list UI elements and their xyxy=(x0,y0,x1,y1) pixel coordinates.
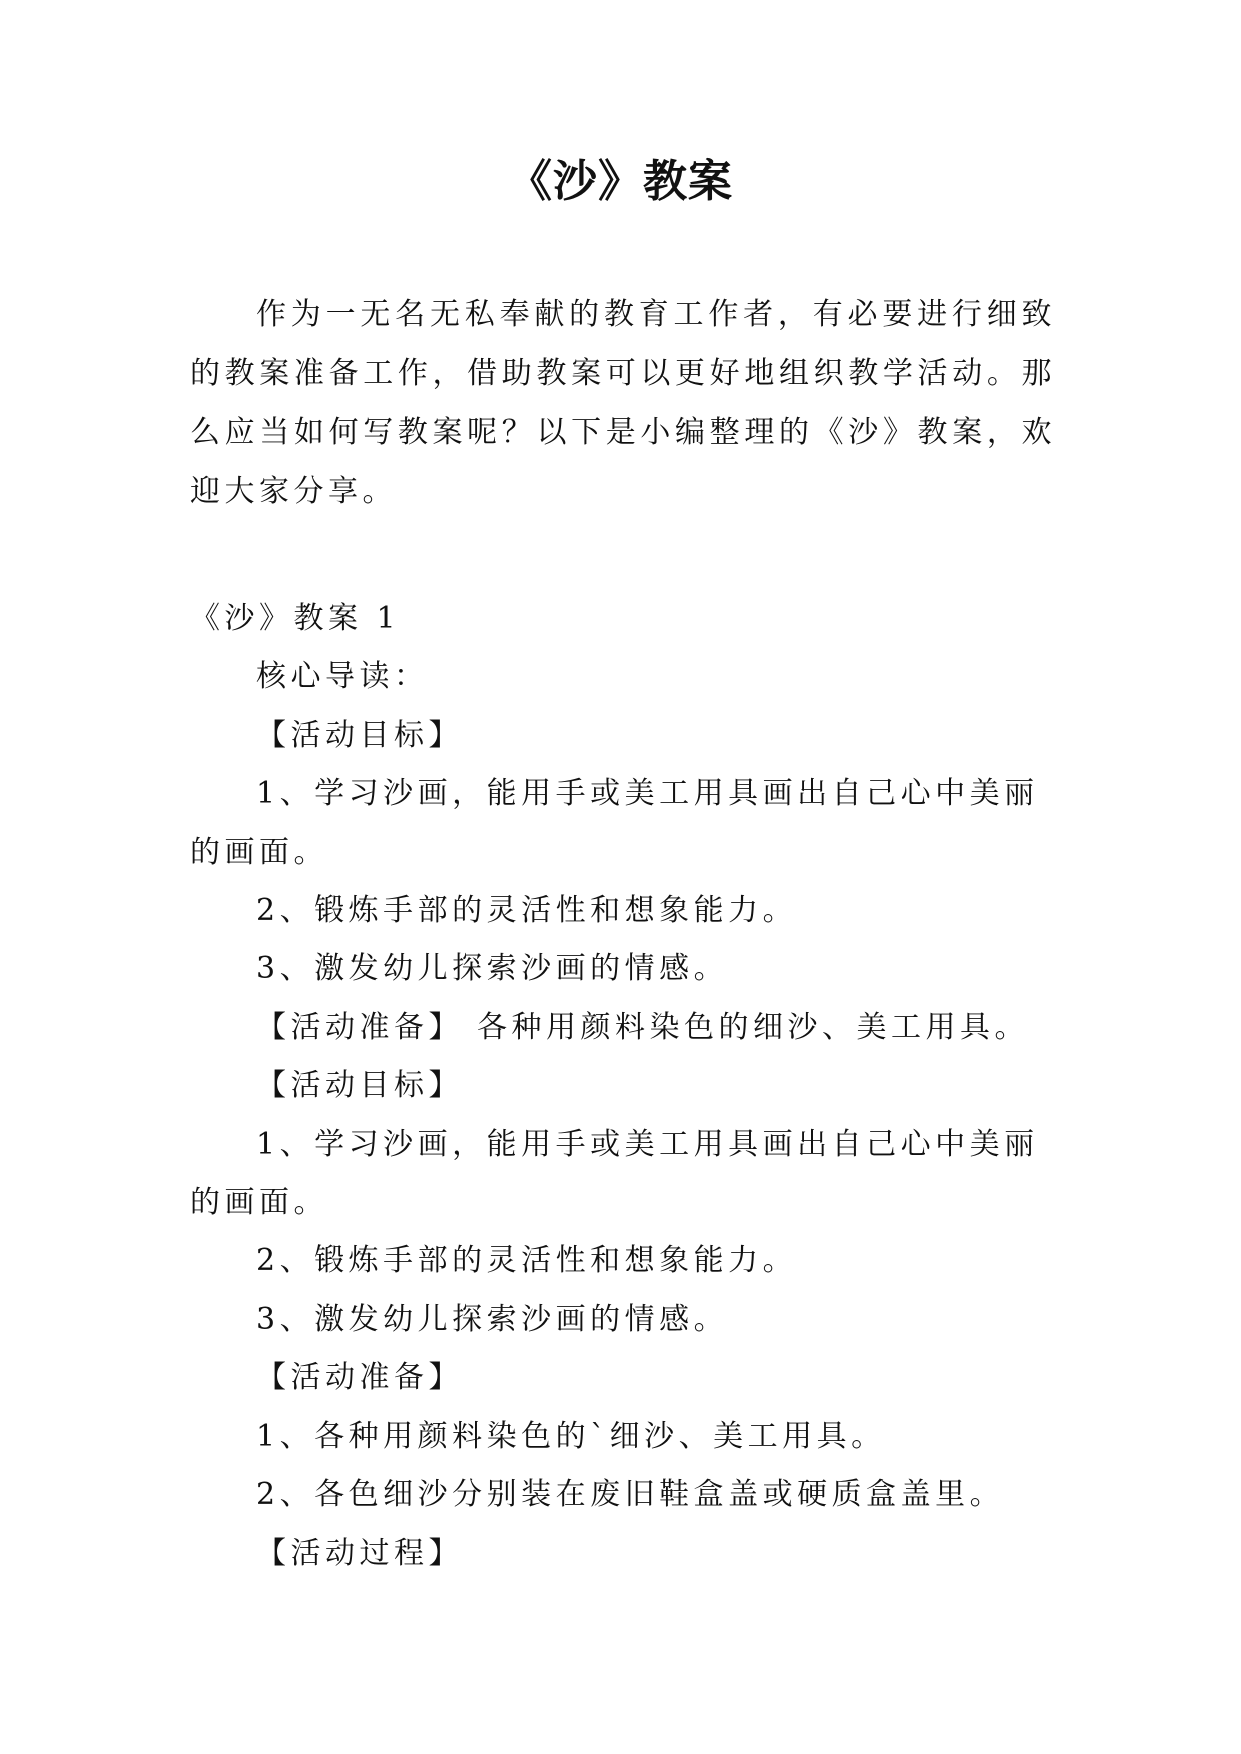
goal-item-1: 1、学习沙画，能用手或美工用具画出自己心中美丽的画面。 xyxy=(190,776,1039,870)
preparation-item-1: 1、各种用颜料染色的`细沙、美工用具。 xyxy=(256,1418,886,1454)
section-1 xyxy=(190,590,1056,1583)
preparation-item-2: 2、各色细沙分别装在废旧鞋盒盖或硬质盒盖里。 xyxy=(256,1477,1005,1513)
activity-preparation-heading: 【活动准备】 xyxy=(256,1360,463,1396)
intro-paragraph: 作为一无名无私奉献的教育工作者，有必要进行细致的教案准备工作，借助教案可以更好地组织教学活动。那么应当如何写教案呢？以下是小编整理的《沙》教案，欢迎大家分享。 xyxy=(190,297,1056,509)
document-body xyxy=(190,285,1056,1583)
section-heading: 《沙》教案 1 xyxy=(190,601,401,636)
core-guide-label: 核心导读： xyxy=(256,659,429,695)
activity-process-heading: 【活动过程】 xyxy=(256,1535,463,1571)
activity-goal-heading: 【活动目标】 xyxy=(256,717,463,753)
goal-item-2-repeat: 2、锻炼手部的灵活性和想象能力。 xyxy=(256,1243,798,1279)
activity-goal-heading-repeat: 【活动目标】 xyxy=(256,1068,463,1104)
activity-preparation-line: 【活动准备】 各种用颜料染色的细沙、美工用具。 xyxy=(256,1009,1030,1045)
goal-item-3: 3、激发幼儿探索沙画的情感。 xyxy=(256,951,729,987)
goal-item-1-repeat: 1、学习沙画，能用手或美工用具画出自己心中美丽的画面。 xyxy=(190,1126,1039,1221)
document-title: 《沙》教案 xyxy=(508,156,733,207)
goal-item-3-repeat: 3、激发幼儿探索沙画的情感。 xyxy=(256,1301,729,1337)
goal-item-2: 2、锻炼手部的灵活性和想象能力。 xyxy=(256,893,798,929)
